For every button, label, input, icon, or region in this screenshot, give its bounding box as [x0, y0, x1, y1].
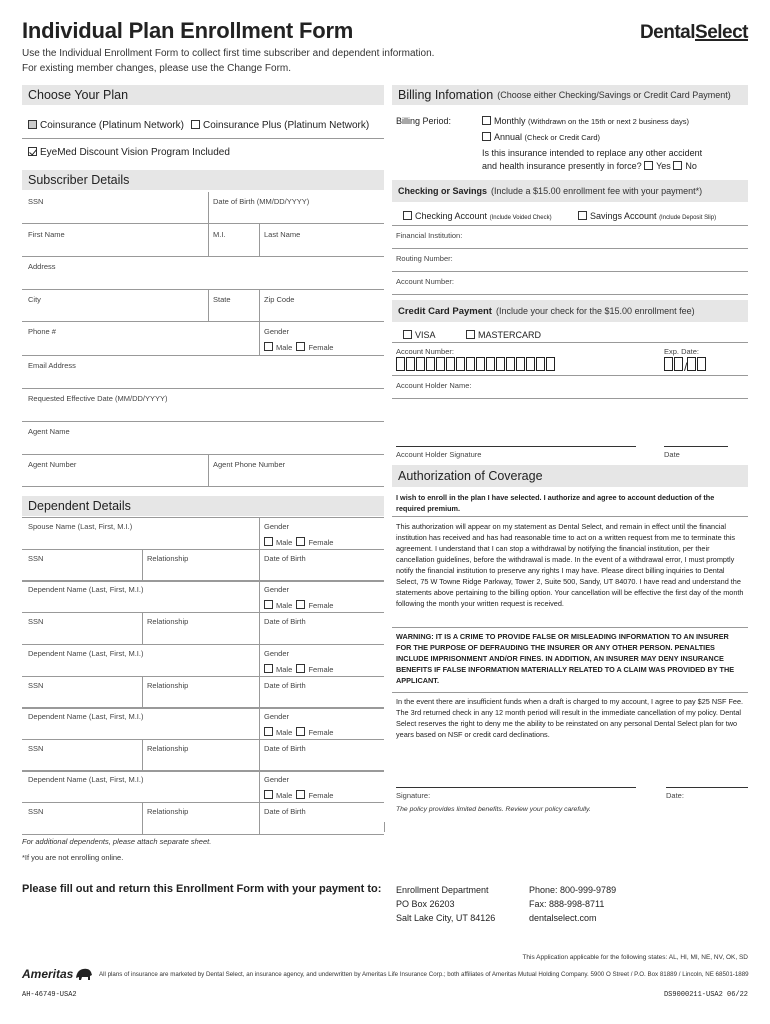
gender-options: Male Female	[264, 342, 333, 352]
cc-digit-box[interactable]	[546, 357, 555, 371]
cc-digit-box[interactable]	[396, 357, 405, 371]
cc-digit-box[interactable]	[526, 357, 535, 371]
form-title: Individual Plan Enrollment Form	[22, 18, 354, 43]
dependent-3-name-field[interactable]: Dependent Name (Last, First, M.I.)	[28, 712, 144, 721]
exp-date-label: Exp. Date:	[664, 347, 700, 356]
cc-digit-box[interactable]	[416, 357, 425, 371]
intro-line-1: Use the Individual Enrollment Form to collect first time subscriber and dependent information.	[22, 48, 435, 59]
address-line-3: Salt Lake City, UT 84126	[396, 913, 496, 923]
zip-field[interactable]: Zip Code	[264, 295, 295, 304]
cc-digit-box[interactable]	[426, 357, 435, 371]
signature-line[interactable]	[396, 787, 636, 788]
no-checkbox[interactable]	[673, 161, 682, 170]
additional-dependents-note: For additional dependents, please attach separate sheet.	[22, 837, 212, 846]
dependent-4-name-field[interactable]: Dependent Name (Last, First, M.I.)	[28, 775, 144, 784]
dependent-2-male-checkbox[interactable]	[264, 664, 273, 673]
dependent-2-gender-options: Male Female	[264, 664, 333, 674]
dependent-2-name-field[interactable]: Dependent Name (Last, First, M.I.)	[28, 649, 144, 658]
address-field[interactable]: Address	[28, 262, 56, 271]
dependent-3-relationship-field[interactable]: Relationship	[147, 744, 189, 753]
phone-number: Phone: 800-999-9789	[529, 885, 617, 895]
holder-signature-label: Account Holder Signature	[396, 450, 482, 459]
subscriber-header: Subscriber Details	[22, 170, 384, 190]
cc-number-boxes[interactable]	[396, 357, 556, 376]
authorization-header: Authorization of Coverage	[392, 465, 748, 487]
signature-label: Signature:	[396, 791, 431, 800]
checking-savings-header: Checking or Savings (Include a $15.00 enrollment fee with your payment*)	[392, 180, 748, 202]
exp-date-boxes[interactable]: /	[664, 357, 707, 376]
plan-option-eyemed[interactable]: EyeMed Discount Vision Program Included	[28, 147, 230, 158]
checking-checkbox[interactable]	[403, 211, 412, 220]
billing-period-label: Billing Period:	[396, 116, 452, 126]
spouse-dob-field[interactable]: Date of Birth	[264, 554, 306, 563]
dependent-1-gender-label: Gender	[264, 585, 290, 594]
plan-option-coinsurance[interactable]: Coinsurance (Platinum Network)	[28, 120, 184, 131]
financial-institution-field[interactable]: Financial Institution:	[396, 231, 463, 240]
ameritas-logo: Ameritas	[22, 966, 93, 982]
form-code-right: DS9000211-USA2 06/22	[663, 991, 748, 999]
cc-account-label: Account Number:	[396, 347, 454, 356]
cc-digit-box[interactable]	[536, 357, 545, 371]
mastercard-option[interactable]: MASTERCARD	[466, 330, 541, 340]
routing-number-field[interactable]: Routing Number:	[396, 254, 453, 263]
dependent-1-ssn-field[interactable]: SSN	[28, 617, 44, 626]
cc-digit-box[interactable]	[476, 357, 485, 371]
holder-date-line[interactable]	[664, 446, 728, 447]
dependent-3-gender-label: Gender	[264, 712, 290, 721]
limited-benefits-note: The policy provides limited benefits. Review your policy carefully.	[396, 806, 591, 813]
visa-option[interactable]: VISA	[403, 330, 436, 340]
billing-header: Billing Infomation (Choose either Checking/Savings or Credit Card Payment)	[392, 85, 748, 105]
monthly-checkbox[interactable]	[482, 116, 491, 125]
checking-account-option[interactable]: Checking Account (Include Voided Check)	[403, 211, 552, 221]
agent-number-field[interactable]: Agent Number	[28, 460, 77, 469]
monthly-option[interactable]: Monthly (Withdrawn on the 15th or next 2 business days)	[482, 116, 689, 126]
visa-checkbox[interactable]	[403, 330, 412, 339]
dependent-3-dob-field[interactable]: Date of Birth	[264, 744, 306, 753]
dependent-4-male-checkbox[interactable]	[264, 790, 273, 799]
dependent-4-ssn-field[interactable]: SSN	[28, 807, 44, 816]
yes-checkbox[interactable]	[644, 161, 653, 170]
dependent-3-ssn-field[interactable]: SSN	[28, 744, 44, 753]
fraud-warning: WARNING: IT IS A CRIME TO PROVIDE FALSE OR MISLEADING INFORMATION TO AN INSURER FOR THE PURPOSE OF DEFRAUDING THE INSURER OR ANY OTHER PERSON. PENALTIES INCLUDE IMPRISONMENT AND/OR FINES. IN ADDITION, AN INSURER MAY DENY INSURANCE BENEFITS IF FALSE INFORMATION MATERIALLY RELATED TO A CLAIM WAS PROVIDED BY THE APPLICANT.	[396, 632, 735, 685]
website-link[interactable]: dentalselect.com	[529, 913, 597, 923]
female-checkbox[interactable]	[296, 342, 305, 351]
annual-option[interactable]: Annual (Check or Credit Card)	[482, 132, 600, 142]
male-checkbox[interactable]	[264, 342, 273, 351]
checking-account-number-field[interactable]: Account Number:	[396, 277, 454, 286]
nsf-paragraph: In the event there are insufficient funds when a draft is charged to my account, I agree to pay $25 NSF Fee. The 3rd returned check in any 12 month period will result in the immediate cancellation of my policy. Dental Select reserves the right to deny me the ability to be reinstated on any personal Dental Select plan for two years based on NSF or credit card declinations.	[396, 697, 744, 739]
ssn-field[interactable]: SSN	[28, 197, 44, 206]
not-enrolling-online-note: *If you are not enrolling online.	[22, 853, 124, 862]
dependent-1-name-field[interactable]: Dependent Name (Last, First, M.I.)	[28, 585, 144, 594]
underwriter-disclaimer: All plans of insurance are marketed by Dental Select, an insurance agency, and underwritten by Ameritas Life Insurance Corp.; both affiliates of Ameritas Mutual Holding Company. 5900 O Street / P.O. Box 81889 / Lincoln, NE 68501-1889	[99, 971, 749, 978]
cc-digit-box[interactable]	[466, 357, 475, 371]
spouse-male-checkbox[interactable]	[264, 537, 273, 546]
intro-text	[22, 46, 434, 76]
phone-field[interactable]: Phone #	[28, 327, 56, 336]
address-line-1: Enrollment Department	[396, 885, 489, 895]
form-code-left: AH-46749-USA2	[22, 991, 77, 999]
dependent-4-relationship-field[interactable]: Relationship	[147, 807, 189, 816]
dependent-1-gender-options: Male Female	[264, 600, 333, 610]
choose-plan-header: Choose Your Plan	[22, 85, 384, 105]
date-label: Date:	[666, 791, 684, 800]
authorization-intro: I wish to enroll in the plan I have selected. I authorize and agree to account deduction of the required premium.	[396, 493, 715, 513]
holder-signature-line[interactable]	[396, 446, 636, 447]
cc-digit-box[interactable]	[406, 357, 415, 371]
authorization-paragraph: This authorization will appear on my statement as Dental Select, and remain in effect until the financial institution has received and has had reasonable time to act on a written request from me to terminate this agreement. I understand that I can stop a withdrawal by notifying the financial institution, per their cancellation guidelines, before the withdrawal is made. In the event of a withdrawal error, I must promptly notify the financial institution to preserve any rights I may have. Please direct billing inquiries to Dental Select, 75 W Towne Ridge Parkway, Tower 2, Suite 500, Sandy, UT 84070. I have read and understand the statements above pertaining to the billing option. Your cancellation will be effective the first day of the month following the month your written request is received.	[396, 522, 744, 608]
contact-info	[529, 883, 616, 925]
annual-checkbox[interactable]	[482, 132, 491, 141]
cc-digit-box[interactable]	[496, 357, 505, 371]
spouse-gender-label: Gender	[264, 522, 290, 531]
coinsurance-checkbox[interactable]	[28, 120, 37, 129]
dependent-4-dob-field[interactable]: Date of Birth	[264, 807, 306, 816]
replace-question: Is this insurance intended to replace any other accident and health insurance presently in force? Yes No	[482, 148, 703, 171]
dental-select-logo: DentalSelect	[639, 22, 748, 43]
cc-digit-box[interactable]	[446, 357, 455, 371]
dependent-3-gender-options: Male Female	[264, 727, 333, 737]
state-field[interactable]: State	[213, 295, 231, 304]
dependent-3-female-checkbox[interactable]	[296, 727, 305, 736]
holder-date-label: Date	[664, 450, 680, 459]
city-field[interactable]: City	[28, 295, 41, 304]
dependent-1-dob-field[interactable]: Date of Birth	[264, 617, 306, 626]
dependent-4-gender-label: Gender	[264, 775, 290, 784]
cc-digit-box[interactable]	[436, 357, 445, 371]
spouse-gender-options: Male Female	[264, 537, 333, 547]
last-name-field[interactable]: Last Name	[264, 230, 301, 239]
date-line[interactable]	[666, 787, 748, 788]
dependent-3-male-checkbox[interactable]	[264, 727, 273, 736]
dependent-1-male-checkbox[interactable]	[264, 600, 273, 609]
dependent-4-gender-options: Male Female	[264, 790, 333, 800]
gender-label: Gender	[264, 327, 290, 336]
bison-icon	[75, 966, 93, 982]
dependent-2-female-checkbox[interactable]	[296, 664, 305, 673]
credit-card-header: Credit Card Payment (Include your check for the $15.00 enrollment fee)	[392, 300, 748, 322]
dependent-2-ssn-field[interactable]: SSN	[28, 681, 44, 690]
coinsurance-plus-checkbox[interactable]	[191, 120, 200, 129]
dependent-1-female-checkbox[interactable]	[296, 600, 305, 609]
dependent-header: Dependent Details	[22, 496, 384, 516]
cc-digit-box[interactable]	[516, 357, 525, 371]
dependent-2-dob-field[interactable]: Date of Birth	[264, 681, 306, 690]
applicable-states: This Application applicable for the following states: AL, HI, MI, NE, NV, OK, SD	[522, 954, 748, 961]
dob-field[interactable]: Date of Birth (MM/DD/YYYY)	[213, 197, 310, 206]
email-field[interactable]: Email Address	[28, 361, 76, 370]
dependent-2-gender-label: Gender	[264, 649, 290, 658]
eyemed-checkbox[interactable]	[28, 147, 37, 156]
spouse-relationship-field[interactable]: Relationship	[147, 554, 189, 563]
cc-digit-box[interactable]	[456, 357, 465, 371]
cc-digit-box[interactable]	[486, 357, 495, 371]
effective-date-field[interactable]: Requested Effective Date (MM/DD/YYYY)	[28, 394, 168, 403]
cc-digit-box[interactable]	[506, 357, 515, 371]
dependent-4-female-checkbox[interactable]	[296, 790, 305, 799]
mi-field[interactable]: M.I.	[213, 230, 226, 239]
address-line-2: PO Box 26203	[396, 899, 455, 909]
spouse-ssn-field[interactable]: SSN	[28, 554, 44, 563]
agent-phone-field[interactable]: Agent Phone Number	[213, 460, 286, 469]
mailing-address	[396, 883, 495, 925]
agent-name-field[interactable]: Agent Name	[28, 427, 70, 436]
fax-number: Fax: 888-998-8711	[529, 899, 605, 909]
intro-line-2: For existing member changes, please use the Change Form.	[22, 63, 292, 74]
plan-option-coinsurance-plus[interactable]: Coinsurance Plus (Platinum Network)	[191, 120, 369, 131]
spouse-name-field[interactable]: Spouse Name (Last, First, M.I.)	[28, 522, 133, 531]
account-holder-name-field[interactable]: Account Holder Name:	[396, 381, 472, 390]
spouse-female-checkbox[interactable]	[296, 537, 305, 546]
first-name-field[interactable]: First Name	[28, 230, 65, 239]
dependent-1-relationship-field[interactable]: Relationship	[147, 617, 189, 626]
savings-account-option[interactable]: Savings Account (Include Deposit Slip)	[578, 211, 716, 221]
dependent-2-relationship-field[interactable]: Relationship	[147, 681, 189, 690]
savings-checkbox[interactable]	[578, 211, 587, 220]
return-instruction: Please fill out and return this Enrollment Form with your payment to:	[22, 883, 382, 895]
mastercard-checkbox[interactable]	[466, 330, 475, 339]
